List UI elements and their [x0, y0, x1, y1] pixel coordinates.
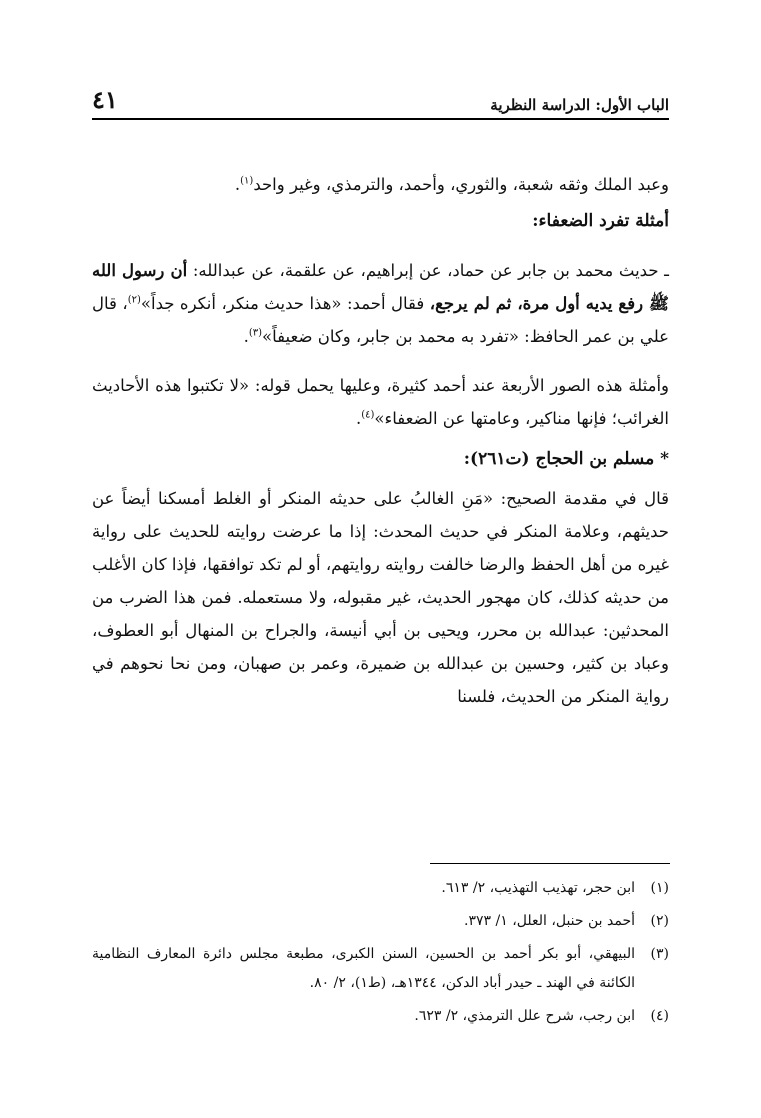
footnote-number: (٣) — [650, 946, 669, 962]
footnote-number: (١) — [650, 880, 669, 896]
paragraph-3: قال في مقدمة الصحيح: «مَنِ الغالبُ على حديثه المنكر أو الغلط أمسكنا أيضاً عن حديثهم، وعلامة المنكر في حديث المحدث: إذا ما عرضت روايته للحديث على رواية غيره من أهل الحفظ والرضا خالفت روايته روايتهم، أو لم تكد توافقها، فإذا كان الأغلب من حديثه كذلك، كان مهجور الحديث، غير مقبوله، ولا مستعمله. فمن هذا الضرب من المحدثين: عبدالله بن محرر، ويحيى بن أبي أنيسة، والجراح بن المنهال أبو العطوف، وعباد بن كثير، وحسين بن عبدالله بن ضميرة، وعمر بن صهبان، ومن نحا نحوهم في رواية المنكر من الحديث، فلسنا — [92, 489, 669, 706]
footnote-item — [92, 907, 669, 936]
punctuation: . — [243, 327, 249, 346]
spacer — [92, 238, 669, 254]
footnote-text: البيهقي، أبو بكر أحمد بن الحسين، السنن الكبرى، مطبعة مجلس دائرة المعارف النظامية الكائنة في الهند ـ حيدر أباد الدكن، ١٣٤٤هـ، (ط١)، ٢/ ٨٠. — [92, 946, 635, 991]
paragraph-text: وعبد الملك وثقه شعبة، والثوري، وأحمد، والترمذي، وغير واحد — [253, 175, 669, 194]
footnote-ref: (٢) — [127, 294, 141, 306]
footnote-text: ابن رجب، شرح علل الترمذي، ٢/ ٦٢٣. — [414, 1008, 635, 1024]
main-text — [92, 168, 669, 713]
footnote-number: (٤) — [650, 1008, 669, 1024]
page-header — [92, 84, 669, 120]
footnote-number: (٢) — [650, 913, 669, 929]
paragraph-text: ، قال علي بن عمر الحافظ: «تفرد به محمد بن جابر، وكان ضعيفاً» — [92, 294, 669, 346]
section-heading-weak-narrators: أمثلة تفرد الضعفاء: — [532, 211, 669, 231]
paragraph-1 — [92, 168, 669, 201]
footnote-ref: (٤) — [361, 409, 375, 421]
footnote-separator — [430, 863, 670, 864]
footnote-item — [92, 1002, 669, 1031]
footnote-ref: (١) — [240, 175, 254, 187]
paragraph-text: وأمثلة هذه الصور الأربعة عند أحمد كثيرة، وعليها يحمل قوله: «لا تكتبوا هذه الأحاديث الغرائب؛ فإنها مناكير، وعامتها عن الضعفاء» — [92, 376, 669, 428]
running-head: الباب الأول: الدراسة النظرية — [490, 96, 669, 114]
paragraph-text: فقال أحمد: «هذا حديث منكر، أنكره جداً» — [140, 294, 430, 313]
footnote-text: ابن حجر، تهذيب التهذيب، ٢/ ٦١٣. — [441, 880, 635, 896]
footnotes — [92, 874, 669, 1035]
footnote-text: أحمد بن حنبل، العلل، ١/ ٣٧٣. — [464, 913, 635, 929]
section-heading-muslim: * مسلم بن الحجاج (ت٢٦١): — [463, 449, 669, 469]
punctuation: . — [234, 175, 241, 194]
footnote-ref: (٣) — [248, 327, 263, 339]
spacer — [92, 353, 669, 369]
punctuation: . — [355, 409, 362, 428]
page-number: ٤١ — [92, 85, 118, 114]
hadith-text: أن رسول الله ﷺ رفع يديه أول مرة، ثم لم يرجع، — [92, 261, 669, 313]
footnote-item — [92, 874, 669, 903]
paragraph-example — [92, 254, 669, 353]
paragraph-text: ـ حديث محمد بن جابر عن حماد، عن إبراهيم، عن علقمة، عن عبدالله: — [192, 261, 669, 280]
paragraph-2 — [92, 369, 669, 435]
footnote-item — [92, 940, 669, 998]
